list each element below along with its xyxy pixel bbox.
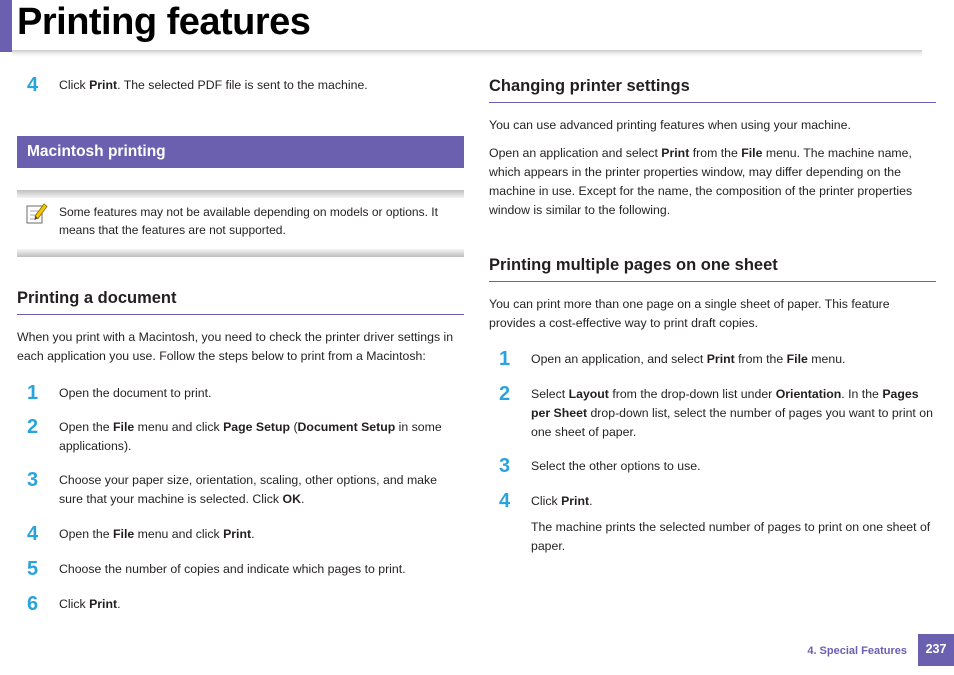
step-result-text: The machine prints the selected number of pages to print on one sheet of paper.: [531, 520, 931, 553]
step-text: Select Layout from the drop-down list under Orientation. In the Pages per Sheet drop-down list, select the number of pages you want to print on one sheet of paper.: [531, 387, 933, 439]
multiple-pages-intro: You can print more than one page on a single sheet of paper. This feature provides a cost-effective way to print draft copies.: [489, 297, 890, 330]
step-text: Open the File menu and click Page Setup (Document Setup in some applications).: [59, 420, 442, 453]
step-number: 2: [499, 383, 511, 405]
step-number: 1: [27, 382, 39, 404]
step-number: 1: [499, 348, 511, 370]
printing-document-steps: [17, 0, 464, 640]
step-text: Select the other options to use.: [531, 459, 701, 473]
heading-printing-a-document: Printing a document: [17, 289, 177, 307]
step-number: 6: [27, 593, 39, 615]
step-number: 4: [27, 74, 39, 96]
changing-settings-p2: Open an application and select Print from the File menu. The machine name, which appears in the printer properties window, may differ depending on the machine in use. Except for the name, the composition of the printer properties window is similar to the following.: [489, 146, 913, 217]
step-number: 4: [27, 523, 39, 545]
printing-document-intro: When you print with a Macintosh, you need to check the printer driver settings in each application you use. Follow the steps below to print from a Macintosh:: [17, 330, 454, 363]
step-number: 3: [499, 455, 511, 477]
step-number: 3: [27, 469, 39, 491]
multiple-pages-steps: [489, 0, 936, 640]
title-accent-bar: [0, 0, 12, 52]
step-text: Choose your paper size, orientation, scaling, other options, and make sure that your machine is selected. Click OK.: [59, 473, 438, 506]
step-text: Click Print. The selected PDF file is sent to the machine.: [59, 78, 368, 92]
step-text: Click Print.: [59, 597, 121, 611]
step-text: Click Print.: [531, 494, 593, 508]
changing-settings-p1: You can use advanced printing features when using your machine.: [489, 118, 851, 132]
step-text: Open the File menu and click Print.: [59, 527, 255, 541]
footer-chapter-label: 4. Special Features: [807, 645, 907, 657]
heading-printing-multiple-pages: Printing multiple pages on one sheet: [489, 256, 778, 274]
note-text: Some features may not be available depending on models or options. It means that the features are not supported.: [59, 205, 438, 237]
step-number: 2: [27, 416, 39, 438]
page-number: 237: [918, 634, 954, 666]
section-band-label: Macintosh printing: [27, 143, 166, 160]
step-text: Open the document to print.: [59, 386, 212, 400]
step-number: 5: [27, 558, 39, 580]
heading-changing-printer-settings: Changing printer settings: [489, 77, 690, 95]
step-text: Choose the number of copies and indicate which pages to print.: [59, 562, 406, 576]
step-text: Open an application, and select Print from the File menu.: [531, 352, 846, 366]
step-number: 4: [499, 490, 511, 512]
page-title: Printing features: [17, 1, 311, 43]
